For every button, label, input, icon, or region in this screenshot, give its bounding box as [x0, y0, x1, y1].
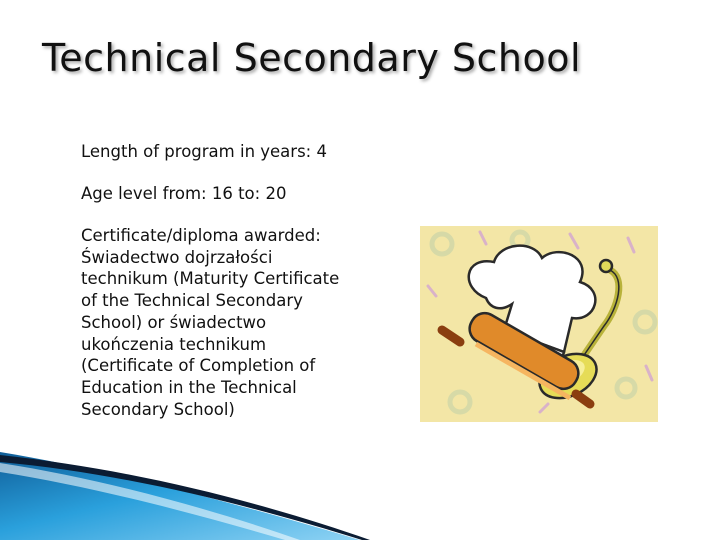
- slide-title: Technical Secondary School: [42, 36, 582, 80]
- program-length-text: Length of program in years: 4: [81, 142, 327, 161]
- certificate-text: Certificate/diploma awarded: Świadectwo dojrzałości technikum (Maturity Certificate of the Technical Secondary School) or świadectwo ukończenia technikum (Certificate of Completion of Education in the Technical Secondary School): [81, 226, 340, 419]
- chef-hat-rolling-pin-ladle-icon: [420, 226, 658, 422]
- age-level-text: Age level from: 16 to: 20: [81, 184, 287, 203]
